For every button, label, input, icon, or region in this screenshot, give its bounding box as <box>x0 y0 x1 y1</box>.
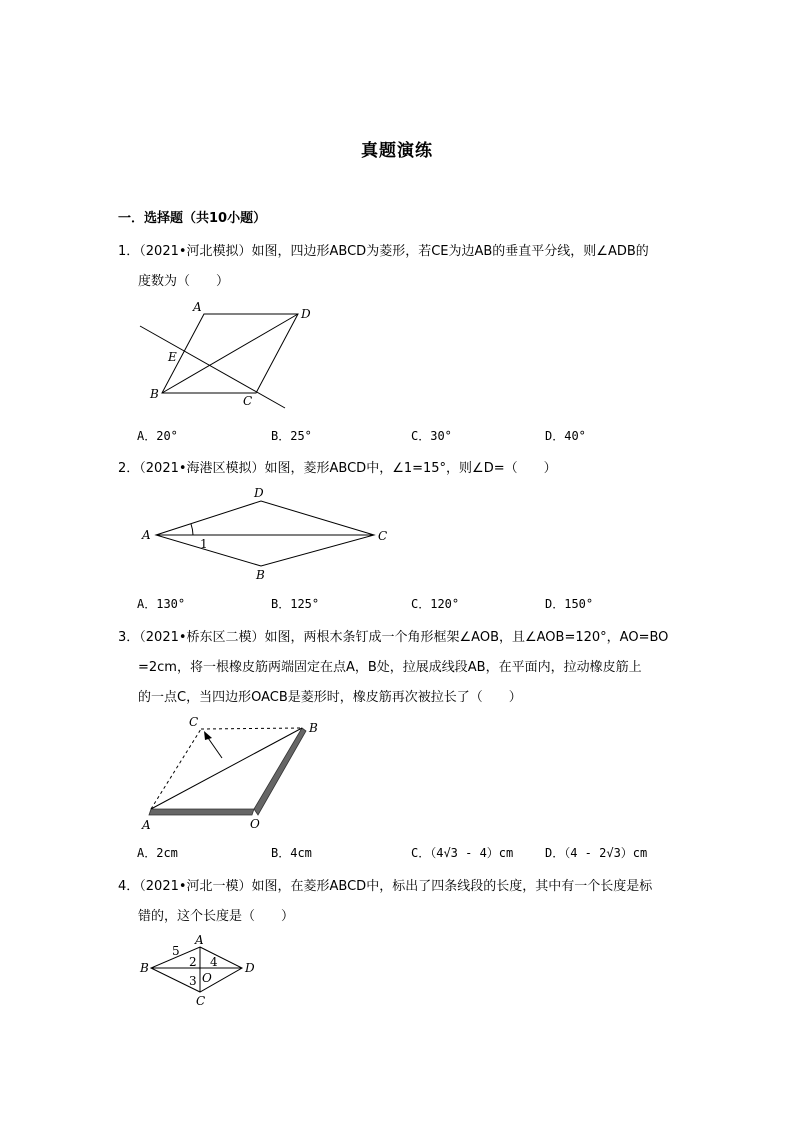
q4-label-a: A <box>195 933 204 947</box>
q3-label-o: O <box>250 817 260 831</box>
q2-option-c: C．120° <box>411 597 460 611</box>
q1-option-a: A．20° <box>137 429 178 443</box>
q1-option-c: C．30° <box>411 429 452 443</box>
q4-text-line2: 错的，这个长度是（ ） <box>138 909 295 924</box>
q3-option-b: B．4cm <box>271 846 312 860</box>
q3-option-c: C．（4√3 - 4）cm <box>411 846 514 860</box>
q3-label-b: B <box>309 721 318 735</box>
q2-label-a: A <box>142 528 151 542</box>
page-title: 真题演练 <box>361 141 433 161</box>
q4-label-4: 4 <box>210 955 218 969</box>
q1-text-line2: 度数为（ ） <box>138 274 230 289</box>
q3-option-d: D．（4 - 2√3）cm <box>545 846 648 860</box>
q4-label-c: C <box>196 994 206 1008</box>
q4-label-3: 3 <box>189 974 197 988</box>
q2-option-a: A．130° <box>137 597 186 611</box>
q4-label-2: 2 <box>189 955 197 969</box>
q2-text-line1: 2．（2021•海港区模拟）如图，菱形ABCD中，∠1=15°，则∠D=（ ） <box>118 461 557 476</box>
q4-label-d: D <box>245 961 255 975</box>
q1-label-e: E <box>168 350 177 364</box>
q1-option-d: D．40° <box>545 429 586 443</box>
q4-label-b: B <box>140 961 149 975</box>
q1-label-b: B <box>150 387 159 401</box>
q1-text-line1: 1．（2021•河北模拟）如图，四边形ABCD为菱形，若CE为边AB的垂直平分线，则∠ADB的 <box>118 244 649 259</box>
q3-text-line2: =2cm，将一根橡皮筋两端固定在点A，B处，拉展成线段AB，在平面内，拉动橡皮筋上 <box>138 660 642 675</box>
q3-text-line3: 的一点C，当四边形OACB是菱形时，橡皮筋再次被拉长了（ ） <box>138 690 522 705</box>
q2-label-1: 1 <box>200 537 208 551</box>
q3-option-a: A．2cm <box>137 846 178 860</box>
q2-option-d: D．150° <box>545 597 594 611</box>
q3-label-a: A <box>142 818 151 832</box>
q2-option-b: B．125° <box>271 597 320 611</box>
q1-label-a: A <box>193 300 202 314</box>
q3-text-line1: 3．（2021•桥东区二模）如图，两根木条钉成一个角形框架∠AOB，且∠AOB=120°，AO=BO <box>118 630 669 645</box>
q2-label-c: C <box>378 529 388 543</box>
q1-label-c: C <box>243 394 253 408</box>
q1-option-b: B．25° <box>271 429 312 443</box>
q4-label-o: O <box>202 971 212 985</box>
q4-label-5: 5 <box>172 944 180 958</box>
q1-label-d: D <box>301 307 311 321</box>
q2-label-b: B <box>256 568 265 582</box>
q4-text-line1: 4．（2021•河北一模）如图，在菱形ABCD中，标出了四条线段的长度，其中有一个长度是标 <box>118 879 653 894</box>
section-heading: 一．选择题（共10小题） <box>118 211 267 226</box>
q2-label-d: D <box>254 486 264 500</box>
q3-label-c: C <box>189 715 199 729</box>
